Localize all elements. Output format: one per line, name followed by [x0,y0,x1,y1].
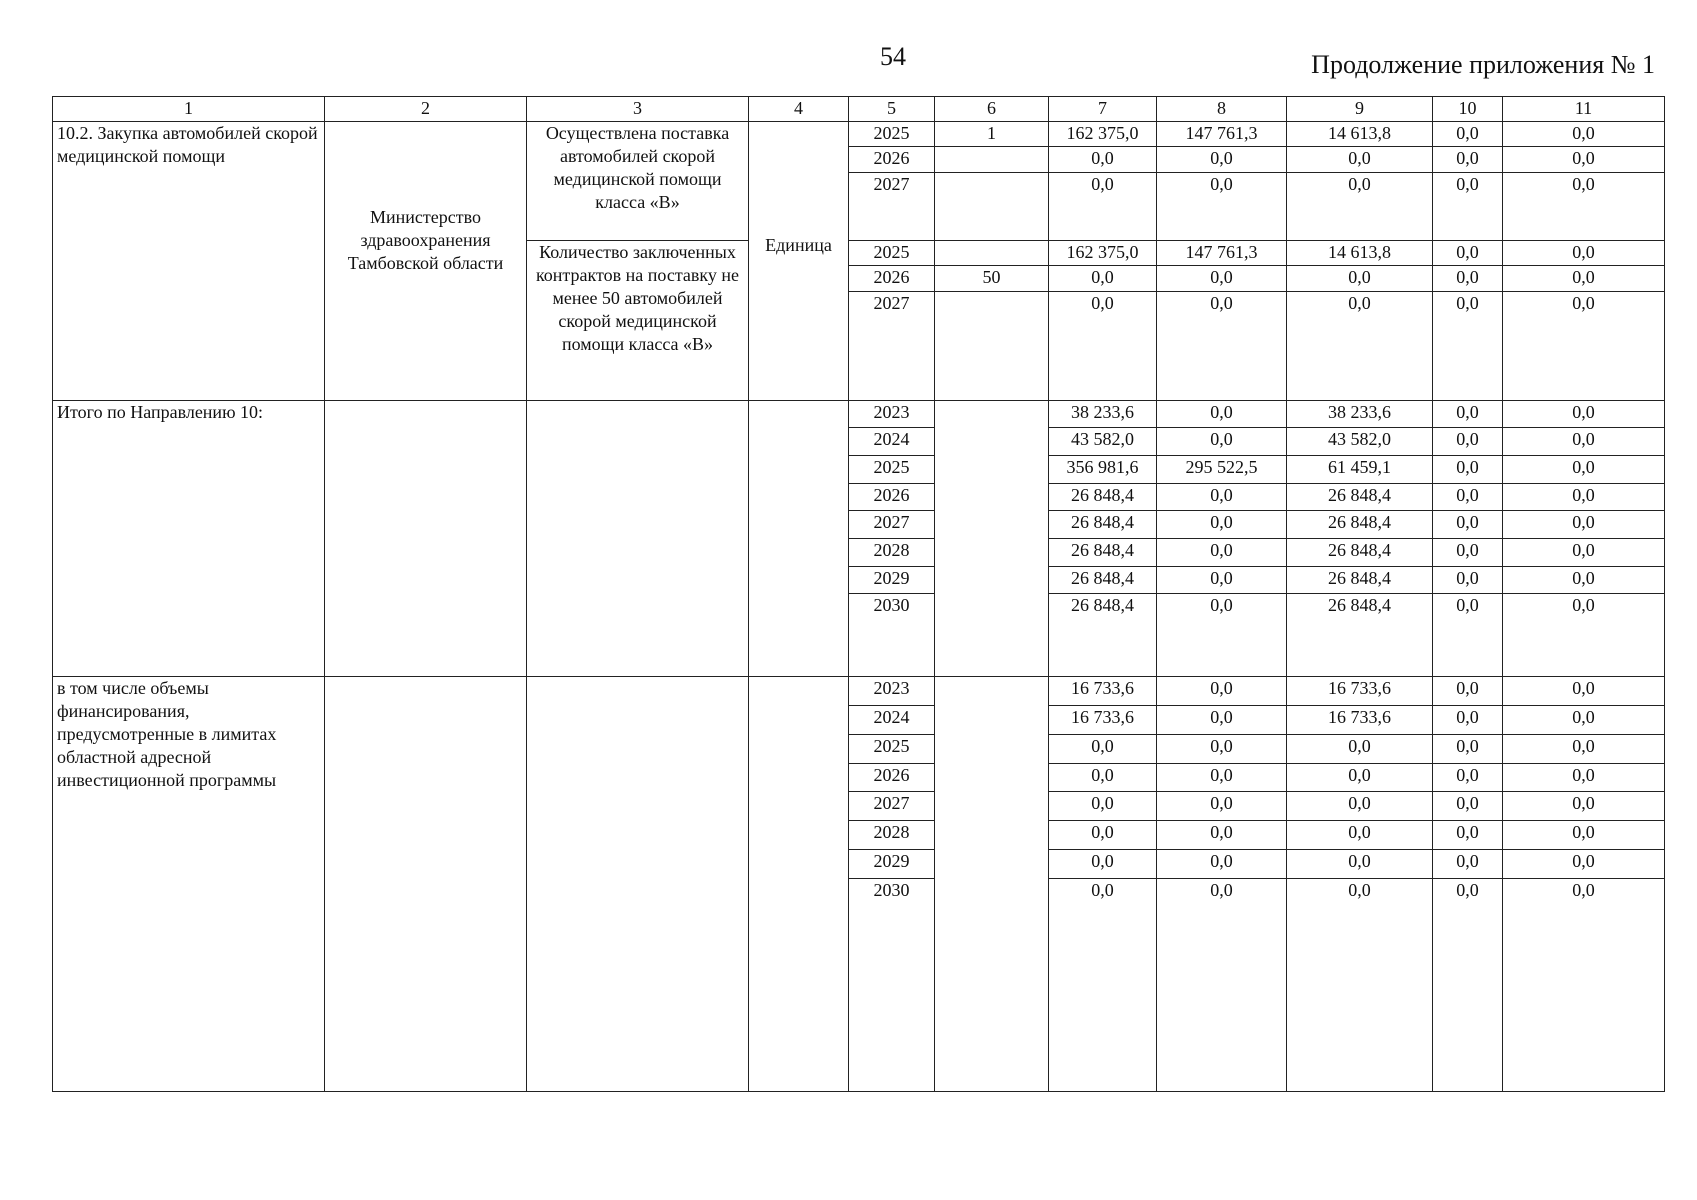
other-amount: 0,0 [1503,147,1665,173]
year-cell: 2026 [849,763,935,792]
year-cell: 2023 [849,400,935,428]
regional-amount: 0,0 [1287,821,1433,850]
other-amount: 0,0 [1503,763,1665,792]
column-number: 10 [1433,97,1503,122]
other-amount: 0,0 [1503,706,1665,735]
regional-amount: 0,0 [1287,763,1433,792]
total-amount: 26 848,4 [1049,566,1157,594]
total-amount: 0,0 [1049,147,1157,173]
column-number: 4 [749,97,849,122]
other-amount: 0,0 [1503,878,1665,1091]
empty-cell [935,400,1049,677]
municipal-amount: 0,0 [1433,539,1503,567]
federal-amount: 0,0 [1157,539,1287,567]
year-cell: 2026 [849,266,935,292]
column-number: 11 [1503,97,1665,122]
municipal-amount: 0,0 [1433,121,1503,147]
regional-amount: 0,0 [1287,878,1433,1091]
total-amount: 0,0 [1049,266,1157,292]
column-number: 9 [1287,97,1433,122]
indicator-value [935,291,1049,400]
other-amount: 0,0 [1503,240,1665,266]
regional-amount: 16 733,6 [1287,677,1433,706]
other-amount: 0,0 [1503,483,1665,511]
year-cell: 2025 [849,734,935,763]
municipal-amount: 0,0 [1433,594,1503,677]
other-amount: 0,0 [1503,400,1665,428]
indicator-value [935,172,1049,240]
column-number-row [53,97,1665,122]
federal-amount: 0,0 [1157,291,1287,400]
regional-amount: 26 848,4 [1287,594,1433,677]
year-cell: 2030 [849,594,935,677]
total-amount: 356 981,6 [1049,455,1157,483]
federal-amount: 0,0 [1157,763,1287,792]
appendix-continuation-note: Продолжение приложения № 1 [1311,50,1655,79]
indicator-value [935,147,1049,173]
other-amount: 0,0 [1503,594,1665,677]
column-number: 7 [1049,97,1157,122]
year-cell: 2024 [849,706,935,735]
federal-amount: 0,0 [1157,400,1287,428]
regional-amount: 0,0 [1287,172,1433,240]
municipal-amount: 0,0 [1433,763,1503,792]
event-name: 10.2. Закупка автомобилей скорой медицинской помощи [53,121,325,400]
regional-amount: 0,0 [1287,147,1433,173]
municipal-amount: 0,0 [1433,792,1503,821]
empty-cell [749,400,849,677]
other-amount: 0,0 [1503,821,1665,850]
indicator-value [935,240,1049,266]
other-amount: 0,0 [1503,792,1665,821]
other-amount: 0,0 [1503,849,1665,878]
empty-cell [325,400,527,677]
empty-cell [527,677,749,1092]
empty-cell [527,400,749,677]
municipal-amount: 0,0 [1433,400,1503,428]
total-direction-label: Итого по Направлению 10: [53,400,325,677]
total-amount: 43 582,0 [1049,428,1157,456]
year-cell: 2027 [849,172,935,240]
total-amount: 162 375,0 [1049,121,1157,147]
other-amount: 0,0 [1503,428,1665,456]
empty-cell [325,677,527,1092]
regional-amount: 16 733,6 [1287,706,1433,735]
year-cell: 2029 [849,849,935,878]
municipal-amount: 0,0 [1433,172,1503,240]
total-amount: 38 233,6 [1049,400,1157,428]
year-cell: 2029 [849,566,935,594]
total-amount: 0,0 [1049,792,1157,821]
year-cell: 2025 [849,121,935,147]
federal-amount: 147 761,3 [1157,240,1287,266]
municipal-amount: 0,0 [1433,677,1503,706]
investment-program-label: в том числе объемы финансирования, предусмотренные в лимитах областной адресной инвестиционной программы [53,677,325,1092]
municipal-amount: 0,0 [1433,706,1503,735]
total-amount: 0,0 [1049,734,1157,763]
responsible-ministry: Министерство здравоохранения Тамбовской области [325,121,527,400]
year-cell: 2026 [849,483,935,511]
other-amount: 0,0 [1503,539,1665,567]
municipal-amount: 0,0 [1433,878,1503,1091]
other-amount: 0,0 [1503,455,1665,483]
other-amount: 0,0 [1503,121,1665,147]
total-amount: 26 848,4 [1049,483,1157,511]
indicator-value: 50 [935,266,1049,292]
other-amount: 0,0 [1503,734,1665,763]
empty-cell [749,677,849,1092]
total-amount: 0,0 [1049,291,1157,400]
municipal-amount: 0,0 [1433,511,1503,539]
regional-amount: 61 459,1 [1287,455,1433,483]
year-cell: 2025 [849,455,935,483]
regional-amount: 26 848,4 [1287,511,1433,539]
federal-amount: 147 761,3 [1157,121,1287,147]
other-amount: 0,0 [1503,266,1665,292]
federal-amount: 0,0 [1157,849,1287,878]
municipal-amount: 0,0 [1433,734,1503,763]
column-number: 6 [935,97,1049,122]
regional-amount: 0,0 [1287,291,1433,400]
federal-amount: 0,0 [1157,734,1287,763]
regional-amount: 14 613,8 [1287,240,1433,266]
federal-amount: 0,0 [1157,821,1287,850]
municipal-amount: 0,0 [1433,566,1503,594]
year-cell: 2025 [849,240,935,266]
other-amount: 0,0 [1503,172,1665,240]
federal-amount: 0,0 [1157,677,1287,706]
municipal-amount: 0,0 [1433,266,1503,292]
table-row [53,121,1665,147]
total-amount: 26 848,4 [1049,539,1157,567]
column-number: 1 [53,97,325,122]
federal-amount: 0,0 [1157,706,1287,735]
regional-amount: 0,0 [1287,849,1433,878]
municipal-amount: 0,0 [1433,455,1503,483]
table-row [53,677,1665,706]
total-amount: 16 733,6 [1049,706,1157,735]
indicator-value: 1 [935,121,1049,147]
unit-of-measure: Единица [749,121,849,400]
regional-amount: 0,0 [1287,792,1433,821]
federal-amount: 0,0 [1157,483,1287,511]
year-cell: 2027 [849,511,935,539]
column-number: 5 [849,97,935,122]
municipal-amount: 0,0 [1433,240,1503,266]
column-number: 3 [527,97,749,122]
federal-amount: 295 522,5 [1157,455,1287,483]
total-amount: 26 848,4 [1049,594,1157,677]
column-number: 8 [1157,97,1287,122]
regional-amount: 14 613,8 [1287,121,1433,147]
federal-amount: 0,0 [1157,792,1287,821]
federal-amount: 0,0 [1157,428,1287,456]
total-amount: 0,0 [1049,172,1157,240]
year-cell: 2028 [849,821,935,850]
result-description: Количество заключенных контрактов на поставку не менее 50 автомобилей скорой медицинской помощи класса «В» [527,240,749,400]
municipal-amount: 0,0 [1433,428,1503,456]
other-amount: 0,0 [1503,677,1665,706]
regional-amount: 26 848,4 [1287,539,1433,567]
year-cell: 2023 [849,677,935,706]
federal-amount: 0,0 [1157,511,1287,539]
year-cell: 2027 [849,291,935,400]
federal-amount: 0,0 [1157,566,1287,594]
regional-amount: 0,0 [1287,266,1433,292]
total-amount: 26 848,4 [1049,511,1157,539]
federal-amount: 0,0 [1157,266,1287,292]
total-amount: 0,0 [1049,821,1157,850]
column-number: 2 [325,97,527,122]
total-amount: 0,0 [1049,849,1157,878]
total-amount: 0,0 [1049,763,1157,792]
total-amount: 0,0 [1049,878,1157,1091]
other-amount: 0,0 [1503,566,1665,594]
year-cell: 2024 [849,428,935,456]
year-cell: 2026 [849,147,935,173]
municipal-amount: 0,0 [1433,291,1503,400]
total-amount: 162 375,0 [1049,240,1157,266]
municipal-amount: 0,0 [1433,147,1503,173]
regional-amount: 38 233,6 [1287,400,1433,428]
municipal-amount: 0,0 [1433,483,1503,511]
financing-table [52,96,1665,1092]
federal-amount: 0,0 [1157,878,1287,1091]
regional-amount: 0,0 [1287,734,1433,763]
regional-amount: 26 848,4 [1287,483,1433,511]
total-amount: 16 733,6 [1049,677,1157,706]
year-cell: 2028 [849,539,935,567]
year-cell: 2027 [849,792,935,821]
other-amount: 0,0 [1503,291,1665,400]
municipal-amount: 0,0 [1433,821,1503,850]
table-row [53,400,1665,428]
year-cell: 2030 [849,878,935,1091]
regional-amount: 26 848,4 [1287,566,1433,594]
empty-cell [935,677,1049,1092]
municipal-amount: 0,0 [1433,849,1503,878]
federal-amount: 0,0 [1157,594,1287,677]
other-amount: 0,0 [1503,511,1665,539]
federal-amount: 0,0 [1157,147,1287,173]
page-number: 54 [880,42,906,71]
result-description: Осуществлена поставка автомобилей скорой медицинской помощи класса «В» [527,121,749,240]
regional-amount: 43 582,0 [1287,428,1433,456]
federal-amount: 0,0 [1157,172,1287,240]
